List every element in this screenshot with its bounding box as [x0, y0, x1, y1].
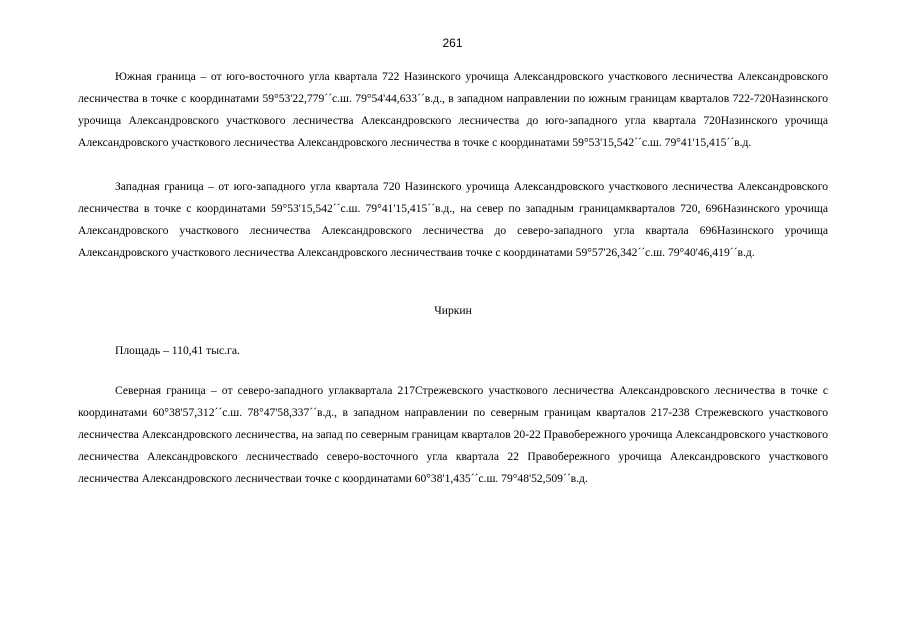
- paragraph-south-boundary: Южная граница – от юго-восточного угла квартала 722 Назинского урочища Александровского участкового лесничества Александровского лесничества в точке с координатами 59°53'22,779´´с.ш. 79°54'44,633´´в.д., в западном направлении по южным границам кварталов 722-720Назинского урочища Александровского участкового лесничества Александровского лесничества до юго-западного угла квартала 720Назинского урочища Александровского участкового лесничества Александровского лесничества в точке с координатами 59°53'15,542´´с.ш. 79°41'15,415´´в.д.: [78, 70, 828, 149]
- paragraph-north-boundary: Северная граница – от северо-западного углаквартала 217Стрежевского участкового лесничества Александровского лесничества в точке с координатами 60°38'57,312´´с.ш. 78°47'58,337´´в.д., в западном направлении по северным границам кварталов 217-238 Стрежевского участкового лесничества Александровского лесничества, на запад по северным границам кварталов 20-22 Правобережного урочища Александровского участкового лесничества Александровского лесничестваdо северо-восточного угла квартала 22 Правобережного урочища Александровского участкового лесничества Александровского лесничестваи точке с координатами 60°38'1,435´´с.ш. 79°48'52,509´´в.д.: [78, 384, 828, 485]
- page-number: 261: [442, 36, 463, 50]
- section-title: Чиркин: [434, 304, 472, 317]
- document-body: [78, 66, 828, 490]
- paragraph-west-boundary: Западная граница – от юго-западного угла квартала 720 Назинского урочища Александровского участкового лесничества Александровского лесничества в точке с координатами 59°53'15,542´´с.ш. 79°41'15,415´´в.д., на север по западным границамкварталов 720, 696Назинского урочища Александровского участкового лесничества Александровского лесничества до северо-западного угла квартала 696Назинского урочища Александровского участкового лесничества Александровского лесничестваив точке с координатами 59°57'26,342´´с.ш. 79°40'46,419´´в.д.: [78, 180, 828, 259]
- area-line: Площадь – 110,41 тыс.га.: [115, 344, 240, 357]
